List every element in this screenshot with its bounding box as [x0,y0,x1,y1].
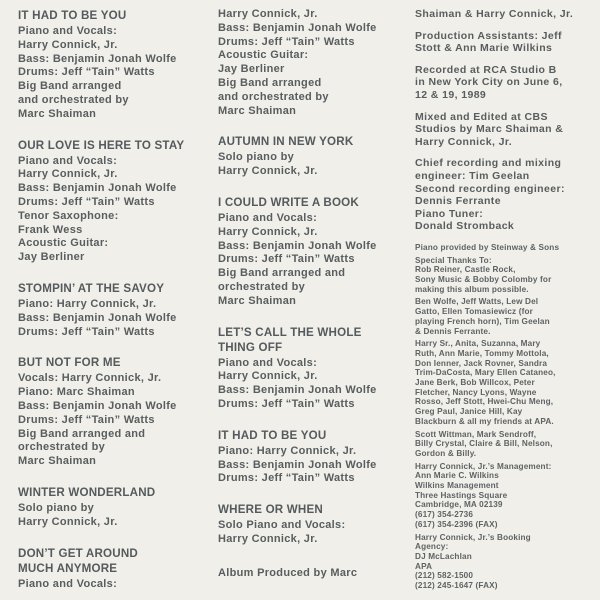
credit-line: Piano: Harry Connick, Jr. [18,297,157,310]
credit-line: Solo piano by [18,501,95,514]
credit-line: Drums: Jeff “Tain” Watts [18,325,155,338]
credit-line: Bass: Benjamin Jonah Wolfe [18,399,177,412]
credit-line: Bass: Benjamin Jonah Wolfe [18,52,177,65]
credit-line: Harry Connick, Jr. [218,532,318,545]
track-title: LET’S CALL THE WHOLE [218,325,362,339]
credit-line: Bass: Benjamin Jonah Wolfe [18,311,177,324]
credit-line: Wilkins Management [415,481,499,491]
credit-line: Piano and Vocals: [18,25,118,37]
credits-block [415,462,600,530]
credit-line: Three Hastings Square [415,490,508,500]
track-credit-block [18,485,213,530]
credit-line: Studios by Marc Shaiman & [415,123,564,136]
credit-line: Mixed and Edited at CBS [415,110,548,123]
credit-line: Drums: Jeff “Tain” Watts [218,472,355,485]
credit-line: Ruth, Ann Marie, Tommy Mottola, [415,348,549,358]
credit-line: Marc Shaiman [218,104,297,117]
credit-line: Greg Paul, Janice Hill, Kay [415,407,523,417]
credit-line: Piano Tuner: [415,207,484,220]
credit-line: Gatto, Ellen Tomasiewicz (for [415,307,533,317]
credit-line: (617) 354-2736 [415,510,474,520]
credit-line: Marc Shaiman [18,107,97,120]
track-credit-block [218,502,413,547]
credit-line: Drums: Jeff “Tain” Watts [218,35,355,48]
credit-line: Solo Piano and Vocals: [218,519,346,532]
credit-line: Agency: [415,542,449,552]
credit-line: engineer: Tim Geelan [415,169,530,182]
credits-block [415,430,600,459]
credit-line: (212) 582-1500 [415,571,474,581]
credit-line: Harry Connick, Jr. [218,370,318,383]
credit-line: Harry Sr., Anita, Suzanna, Mary [415,339,541,349]
credit-line: 12 & 19, 1989 [415,88,487,101]
credits-block [415,297,600,336]
credit-line: Special Thanks To: [415,255,492,265]
track-title: MUCH ANYMORE [18,561,118,575]
credit-line: (617) 354-2396 (FAX) [415,519,498,529]
credit-line: Marc Shaiman [218,294,297,307]
credits-block [415,64,600,102]
credit-line: Drums: Jeff “Tain” Watts [18,66,155,79]
track-credit-block [218,134,413,179]
credit-line: in New York City on June 6, [415,76,563,89]
track-credit-block [218,428,413,486]
credit-line: Cambridge, MA 02139 [415,500,503,510]
credit-line: Frank Wess [18,223,83,236]
credit-line: Recorded at RCA Studio B [415,63,557,76]
credit-line: Piano provided by Steinway & Sons [415,242,560,252]
credits-block [415,533,600,591]
credit-line: Blackburn & all my friends at APA. [415,416,554,426]
credit-line: Donald Stromback [415,220,515,233]
credit-line: Drums: Jeff “Tain” Watts [218,397,355,410]
column-left [18,0,213,600]
credit-line: and orchestrated by [218,90,329,103]
credit-line: Big Band arranged [18,80,122,93]
credit-line: orchestrated by [18,441,106,454]
track-title: STOMPIN’ AT THE SAVOY [18,281,165,295]
column-middle [218,0,413,597]
credit-line: Bass: Benjamin Jonah Wolfe [218,458,377,471]
credit-line: Piano and Vocals: [218,211,318,224]
credit-line: Shaiman & Harry Connick, Jr. [415,8,574,20]
credits-block [415,339,600,426]
credit-line: Harry Connick, Jr. [18,515,118,528]
track-title: DON’T GET AROUND [18,546,138,560]
credit-line: and orchestrated by [18,93,129,106]
credits-block [415,111,600,149]
track-credit-block [18,281,213,339]
credit-line: Harry Connick, Jr. [18,168,118,181]
credit-line: Second recording engineer: [415,182,565,195]
credit-line: making this album possible. [415,284,529,294]
column-right [415,0,600,594]
credit-line: Harry Connick, Jr. [218,8,318,20]
credit-line: (212) 245-1647 (FAX) [415,581,498,591]
track-title: WHERE OR WHEN [218,503,324,517]
track-title: THING OFF [218,340,283,354]
credit-line: Piano and Vocals: [18,577,118,590]
credit-line: Harry Connick, Jr. [218,225,318,238]
track-credit-block [18,355,213,469]
track-title: AUTUMN IN NEW YORK [218,135,354,149]
credit-line: Piano: Harry Connick, Jr. [218,444,357,457]
credit-line: Gordon & Billy. [415,448,477,458]
credit-line: Marc Shaiman [18,455,97,468]
credit-line: orchestrated by [218,280,306,293]
credit-line: Drums: Jeff “Tain” Watts [218,253,355,266]
track-credit-block [18,138,213,265]
credit-line: APA [415,561,433,571]
credit-line: Piano and Vocals: [18,154,118,167]
credit-line: Don Ienner, Jack Rovner, Sandra [415,358,548,368]
credit-line: Rosso, Jeff Stott, Hwei-Chu Meng, [415,397,554,407]
credit-line: Solo piano by [218,151,295,164]
credit-line: Jay Berliner [218,63,285,76]
credit-line: Big Band arranged [218,76,322,89]
credit-line: Big Band arranged and [18,427,146,440]
track-title: OUR LOVE IS HERE TO STAY [18,138,185,152]
credit-line: Ann Marie C. Wilkins [415,471,499,481]
credit-line: Fletcher, Nancy Lyons, Wayne [415,387,537,397]
credit-line: Vocals: Harry Connick, Jr. [18,372,162,385]
credit-line: Bass: Benjamin Jonah Wolfe [218,21,377,34]
credit-line: Chief recording and mixing [415,157,562,170]
track-credit-block [18,8,213,122]
credit-line: Jane Berk, Bob Willcox, Peter [415,378,535,388]
credit-line: Harry Connick, Jr. [18,38,118,51]
credit-line: Bass: Benjamin Jonah Wolfe [218,384,377,397]
credits-block [415,157,600,233]
credit-line: Harry Connick, Jr. [415,135,513,148]
credit-line: Production Assistants: Jeff [415,29,562,42]
credit-line: Bass: Benjamin Jonah Wolfe [18,182,177,195]
credit-line: Tenor Saxophone: [18,209,119,222]
track-title: IT HAD TO BE YOU [218,428,327,442]
credit-line: Acoustic Guitar: [218,49,309,62]
credit-line: Harry Connick, Jr. [218,165,318,178]
credit-line: Album Produced by Marc [218,566,358,579]
credit-line: Stott & Ann Marie Wilkins [415,42,553,55]
track-title: I COULD WRITE A BOOK [218,195,359,209]
credit-line: Scott Wittman, Mark Sendroff, [415,429,537,439]
credit-line: Jay Berliner [18,251,85,264]
track-credit-block [218,325,413,412]
credit-line: Drums: Jeff “Tain” Watts [18,413,155,426]
credit-line: Rob Reiner, Castle Rock, [415,265,516,275]
credit-line: Bass: Benjamin Jonah Wolfe [218,239,377,252]
credit-line: Piano and Vocals: [218,356,318,369]
credit-line: Ben Wolfe, Jeff Watts, Lew Del [415,297,539,307]
credit-line: Acoustic Guitar: [18,237,109,250]
credit-line: Harry Connick, Jr.’s Management: [415,461,552,471]
credit-line: Sony Music & Bobby Colomby for [415,275,552,285]
track-title: BUT NOT FOR ME [18,356,121,370]
track-title: WINTER WONDERLAND [18,485,156,499]
credits-block [218,8,413,118]
track-credit-block [218,195,413,309]
credit-line: Drums: Jeff “Tain” Watts [18,195,155,208]
credit-line: Dennis Ferrante [415,195,501,208]
credit-line: Billy Crystal, Claire & Bill, Nelson, [415,439,553,449]
track-title: IT HAD TO BE YOU [18,9,127,22]
credit-line: playing French horn), Tim Geelan [415,316,550,326]
credits-block [415,256,600,295]
credit-line: Big Band arranged and [218,267,346,280]
credit-line: Trim-DaCosta, Mary Ellen Cataneo, [415,368,556,378]
track-credit-block [18,546,213,592]
credits-block [415,30,600,55]
credits-block [415,8,600,21]
credit-line: & Dennis Ferrante. [415,326,491,336]
credits-block [218,567,413,581]
credit-line: DJ McLachlan [415,552,472,561]
credit-line: Piano: Marc Shaiman [18,386,135,399]
credits-block [415,243,600,253]
credit-line: Harry Connick, Jr.’s Booking [415,532,531,542]
